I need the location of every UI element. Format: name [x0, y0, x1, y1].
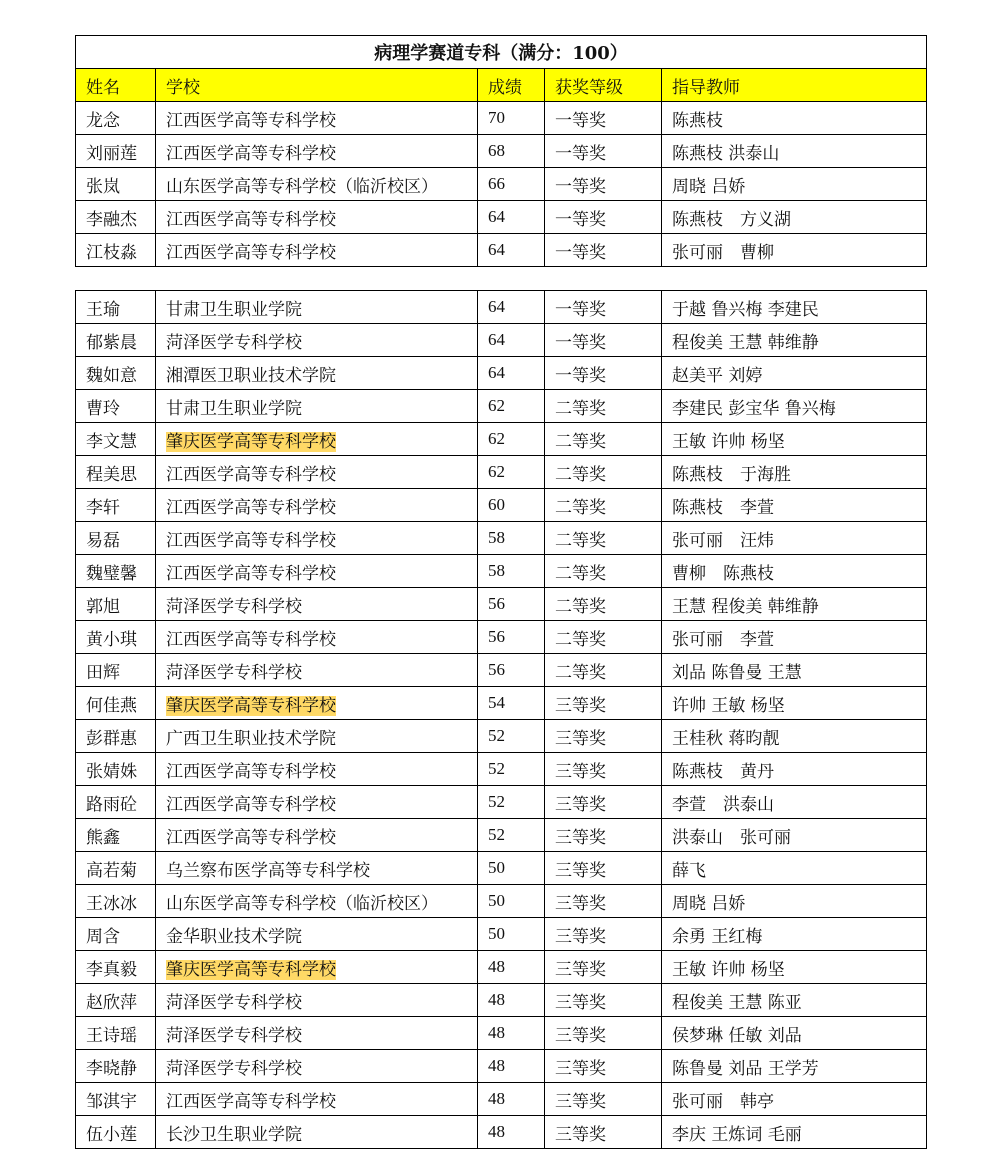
cell-score: 54: [478, 687, 545, 720]
cell-score: 52: [478, 819, 545, 852]
cell-name: 曹玲: [76, 390, 156, 423]
table-row: [76, 201, 927, 234]
cell-score: 64: [478, 357, 545, 390]
cell-score: 48: [478, 951, 545, 984]
cell-award: 三等奖: [545, 918, 662, 951]
cell-score: 50: [478, 852, 545, 885]
table-row: [76, 1050, 927, 1083]
cell-name: 赵欣萍: [76, 984, 156, 1017]
cell-award: 三等奖: [545, 786, 662, 819]
cell-score: 52: [478, 753, 545, 786]
table-row: [76, 102, 927, 135]
header-row: [76, 69, 927, 102]
cell-name: 黄小琪: [76, 621, 156, 654]
cell-teachers: 张可丽 汪炜: [662, 522, 927, 555]
cell-score: 48: [478, 984, 545, 1017]
cell-name: 张婧姝: [76, 753, 156, 786]
table-row: [76, 1017, 927, 1050]
cell-name: 郁紫晨: [76, 324, 156, 357]
cell-teachers: 薛飞: [662, 852, 927, 885]
table-row: [76, 588, 927, 621]
cell-name: 路雨砼: [76, 786, 156, 819]
cell-award: 一等奖: [545, 324, 662, 357]
cell-name: 王冰冰: [76, 885, 156, 918]
table-row: [76, 786, 927, 819]
cell-school: 江西医学高等专科学校: [156, 234, 478, 267]
table-row: [76, 720, 927, 753]
cell-score: 48: [478, 1050, 545, 1083]
cell-score: 56: [478, 588, 545, 621]
table-row: [76, 234, 927, 267]
cell-award: 三等奖: [545, 687, 662, 720]
cell-teachers: 张可丽 韩亭: [662, 1083, 927, 1116]
cell-score: 58: [478, 555, 545, 588]
cell-teachers: 李萱 洪泰山: [662, 786, 927, 819]
school-highlight: 肇庆医学高等专科学校: [166, 695, 336, 716]
table-row: [76, 852, 927, 885]
cell-name: 程美思: [76, 456, 156, 489]
cell-teachers: 程俊美 王慧 韩维静: [662, 324, 927, 357]
cell-name: 张岚: [76, 168, 156, 201]
cell-award: 一等奖: [545, 291, 662, 324]
table-row: [76, 135, 927, 168]
cell-school: 金华职业技术学院: [156, 918, 478, 951]
table-row: [76, 522, 927, 555]
cell-school: 山东医学高等专科学校（临沂校区）: [156, 885, 478, 918]
cell-award: 三等奖: [545, 819, 662, 852]
table-row: [76, 984, 927, 1017]
table-row: [76, 324, 927, 357]
cell-award: 三等奖: [545, 852, 662, 885]
cell-school: 江西医学高等专科学校: [156, 621, 478, 654]
cell-teachers: 王敏 许帅 杨坚: [662, 423, 927, 456]
cell-school: 江西医学高等专科学校: [156, 102, 478, 135]
cell-score: 60: [478, 489, 545, 522]
table-row: [76, 456, 927, 489]
cell-score: 64: [478, 201, 545, 234]
cell-score: 48: [478, 1116, 545, 1149]
cell-school: 江西医学高等专科学校: [156, 489, 478, 522]
cell-teachers: 李庆 王炼词 毛丽: [662, 1116, 927, 1149]
cell-score: 52: [478, 720, 545, 753]
cell-teachers: 洪泰山 张可丽: [662, 819, 927, 852]
cell-score: 48: [478, 1083, 545, 1116]
cell-teachers: 陈燕枝 于海胜: [662, 456, 927, 489]
cell-award: 三等奖: [545, 1050, 662, 1083]
table-title: 病理学赛道专科（满分：100）: [76, 36, 927, 69]
cell-teachers: 陈燕枝: [662, 102, 927, 135]
cell-award: 二等奖: [545, 423, 662, 456]
cell-name: 李融杰: [76, 201, 156, 234]
cell-school: 长沙卫生职业学院: [156, 1116, 478, 1149]
cell-name: 李轩: [76, 489, 156, 522]
cell-score: 48: [478, 1017, 545, 1050]
cell-school: 甘肃卫生职业学院: [156, 291, 478, 324]
cell-name: 田辉: [76, 654, 156, 687]
table-row: [76, 423, 927, 456]
table-row: [76, 555, 927, 588]
cell-teachers: 王敏 许帅 杨坚: [662, 951, 927, 984]
table-row: [76, 621, 927, 654]
table-row: [76, 687, 927, 720]
cell-score: 58: [478, 522, 545, 555]
cell-score: 62: [478, 456, 545, 489]
cell-teachers: 周晓 吕娇: [662, 168, 927, 201]
cell-teachers: 张可丽 李萱: [662, 621, 927, 654]
table-row: [76, 654, 927, 687]
cell-school: 江西医学高等专科学校: [156, 1083, 478, 1116]
cell-score: 56: [478, 621, 545, 654]
school-highlight: 肇庆医学高等专科学校: [166, 959, 336, 980]
cell-name: 彭群惠: [76, 720, 156, 753]
cell-teachers: 李建民 彭宝华 鲁兴梅: [662, 390, 927, 423]
cell-award: 三等奖: [545, 1083, 662, 1116]
table-row: [76, 390, 927, 423]
cell-name: 何佳燕: [76, 687, 156, 720]
cell-name: 魏如意: [76, 357, 156, 390]
cell-school: 菏泽医学专科学校: [156, 654, 478, 687]
cell-school: [156, 951, 478, 984]
cell-score: 64: [478, 291, 545, 324]
cell-name: 王瑜: [76, 291, 156, 324]
cell-award: 一等奖: [545, 234, 662, 267]
cell-teachers: 刘品 陈鲁曼 王慧: [662, 654, 927, 687]
cell-name: 刘丽莲: [76, 135, 156, 168]
cell-name: 江枝淼: [76, 234, 156, 267]
cell-school: 江西医学高等专科学校: [156, 555, 478, 588]
cell-teachers: 赵美平 刘婷: [662, 357, 927, 390]
cell-school: 江西医学高等专科学校: [156, 456, 478, 489]
cell-name: 熊鑫: [76, 819, 156, 852]
cell-award: 一等奖: [545, 135, 662, 168]
cell-teachers: 陈燕枝 李萱: [662, 489, 927, 522]
header-name: 姓名: [76, 69, 156, 102]
cell-name: 周含: [76, 918, 156, 951]
cell-teachers: 侯梦琳 任敏 刘品: [662, 1017, 927, 1050]
table-row: [76, 1116, 927, 1149]
cell-teachers: 陈燕枝 洪泰山: [662, 135, 927, 168]
table-row: [76, 1083, 927, 1116]
header-teachers: 指导教师: [662, 69, 927, 102]
cell-score: 56: [478, 654, 545, 687]
cell-school: 江西医学高等专科学校: [156, 753, 478, 786]
cell-award: 二等奖: [545, 456, 662, 489]
cell-award: 三等奖: [545, 1017, 662, 1050]
table-row: [76, 918, 927, 951]
cell-school: 甘肃卫生职业学院: [156, 390, 478, 423]
cell-name: 伍小莲: [76, 1116, 156, 1149]
cell-school: 广西卫生职业技术学院: [156, 720, 478, 753]
results-table-bottom: [75, 290, 927, 1149]
cell-school: 菏泽医学专科学校: [156, 984, 478, 1017]
cell-award: 三等奖: [545, 753, 662, 786]
cell-name: 李真毅: [76, 951, 156, 984]
cell-school: 菏泽医学专科学校: [156, 1050, 478, 1083]
cell-award: 一等奖: [545, 168, 662, 201]
cell-teachers: 王桂秋 蒋昀靓: [662, 720, 927, 753]
table-row: [76, 951, 927, 984]
cell-award: 三等奖: [545, 951, 662, 984]
table-row: [76, 291, 927, 324]
cell-teachers: 陈燕枝 黄丹: [662, 753, 927, 786]
cell-school: [156, 423, 478, 456]
cell-name: 王诗瑶: [76, 1017, 156, 1050]
cell-name: 郭旭: [76, 588, 156, 621]
cell-school: 湘潭医卫职业技术学院: [156, 357, 478, 390]
cell-score: 66: [478, 168, 545, 201]
cell-score: 70: [478, 102, 545, 135]
cell-teachers: 许帅 王敏 杨坚: [662, 687, 927, 720]
cell-award: 二等奖: [545, 588, 662, 621]
table-row: [76, 885, 927, 918]
cell-name: 李文慧: [76, 423, 156, 456]
table-row: [76, 819, 927, 852]
table-row: [76, 489, 927, 522]
cell-award: 三等奖: [545, 885, 662, 918]
cell-award: 三等奖: [545, 720, 662, 753]
header-score: 成绩: [478, 69, 545, 102]
cell-name: 李晓静: [76, 1050, 156, 1083]
cell-school: 菏泽医学专科学校: [156, 1017, 478, 1050]
cell-teachers: 周晓 吕娇: [662, 885, 927, 918]
cell-award: 二等奖: [545, 522, 662, 555]
cell-school: 江西医学高等专科学校: [156, 522, 478, 555]
cell-award: 二等奖: [545, 489, 662, 522]
cell-school: 江西医学高等专科学校: [156, 819, 478, 852]
table-row: [76, 168, 927, 201]
cell-award: 二等奖: [545, 654, 662, 687]
cell-score: 50: [478, 918, 545, 951]
table-row: [76, 357, 927, 390]
cell-school: 江西医学高等专科学校: [156, 786, 478, 819]
cell-school: 江西医学高等专科学校: [156, 135, 478, 168]
cell-score: 64: [478, 324, 545, 357]
header-award: 获奖等级: [545, 69, 662, 102]
cell-name: 龙念: [76, 102, 156, 135]
cell-school: 菏泽医学专科学校: [156, 324, 478, 357]
header-school: 学校: [156, 69, 478, 102]
cell-score: 50: [478, 885, 545, 918]
cell-award: 一等奖: [545, 357, 662, 390]
school-highlight: 肇庆医学高等专科学校: [166, 431, 336, 452]
cell-name: 魏璧馨: [76, 555, 156, 588]
cell-teachers: 程俊美 王慧 陈亚: [662, 984, 927, 1017]
cell-score: 64: [478, 234, 545, 267]
cell-award: 二等奖: [545, 555, 662, 588]
cell-school: 山东医学高等专科学校（临沂校区）: [156, 168, 478, 201]
cell-award: 二等奖: [545, 390, 662, 423]
cell-teachers: 陈燕枝 方义湖: [662, 201, 927, 234]
cell-teachers: 于越 鲁兴梅 李建民: [662, 291, 927, 324]
cell-award: 一等奖: [545, 102, 662, 135]
cell-teachers: 陈鲁曼 刘品 王学芳: [662, 1050, 927, 1083]
cell-score: 62: [478, 423, 545, 456]
cell-award: 三等奖: [545, 1116, 662, 1149]
table-row: [76, 753, 927, 786]
results-table-top: [75, 35, 927, 267]
cell-name: 高若菊: [76, 852, 156, 885]
cell-score: 68: [478, 135, 545, 168]
cell-award: 二等奖: [545, 621, 662, 654]
cell-score: 62: [478, 390, 545, 423]
cell-school: [156, 687, 478, 720]
cell-name: 易磊: [76, 522, 156, 555]
cell-teachers: 余勇 王红梅: [662, 918, 927, 951]
cell-score: 52: [478, 786, 545, 819]
cell-school: 江西医学高等专科学校: [156, 201, 478, 234]
cell-name: 邹淇宇: [76, 1083, 156, 1116]
cell-award: 一等奖: [545, 201, 662, 234]
cell-teachers: 曹柳 陈燕枝: [662, 555, 927, 588]
cell-teachers: 王慧 程俊美 韩维静: [662, 588, 927, 621]
cell-teachers: 张可丽 曹柳: [662, 234, 927, 267]
cell-school: 菏泽医学专科学校: [156, 588, 478, 621]
cell-award: 三等奖: [545, 984, 662, 1017]
cell-school: 乌兰察布医学高等专科学校: [156, 852, 478, 885]
